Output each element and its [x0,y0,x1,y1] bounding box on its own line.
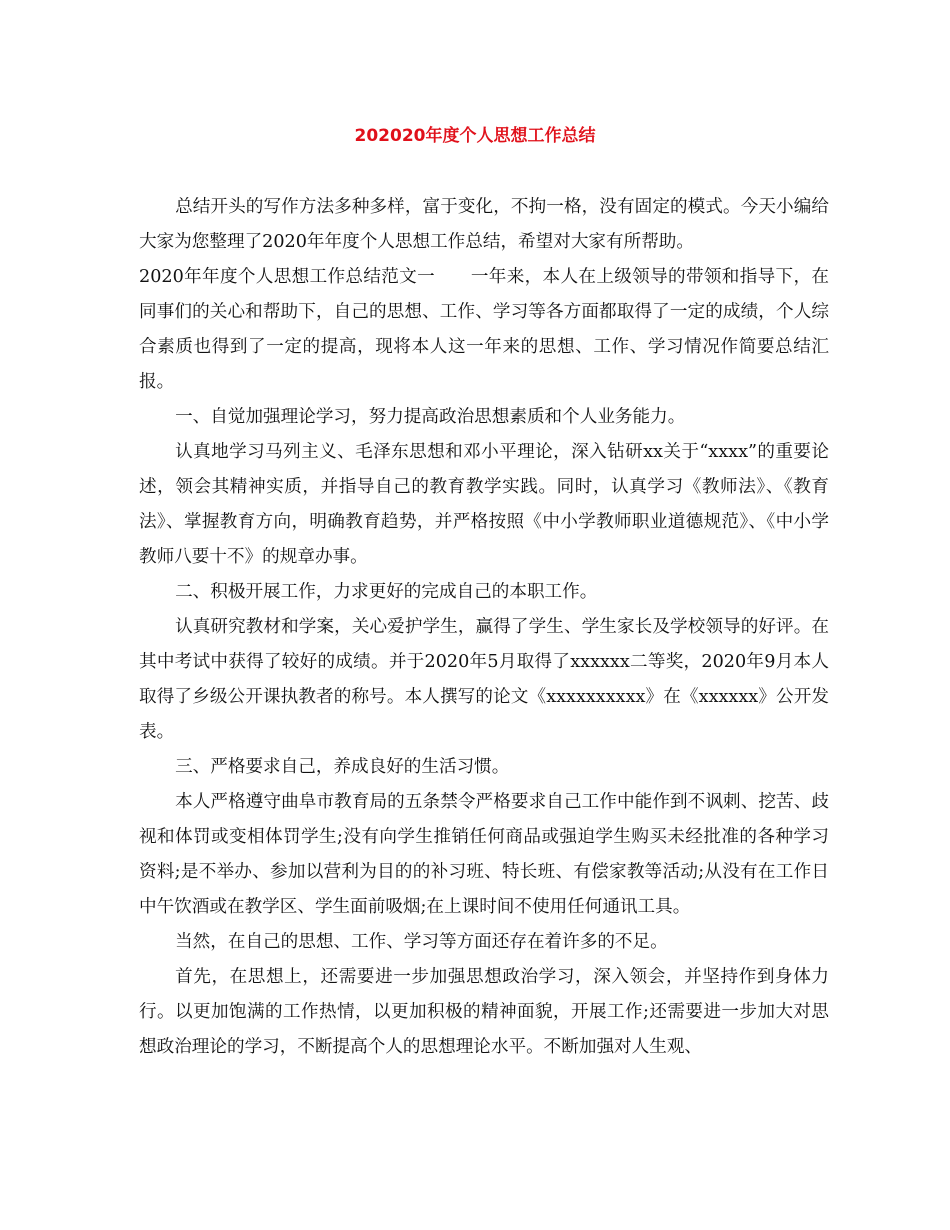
heading-section-two: 二、积极开展工作，力求更好的完成自己的本职工作。 [175,582,598,602]
paragraph-discipline: 本人严格遵守曲阜市教育局的五条禁令严格要求自己工作中能作到不讽刺、挖苦、歧视和体罚或变相体罚学生;没有向学生推销任何商品或强迫学生购买未经批准的各种学习资料;是不举办、参加以营利为目的的补习班、特长班、有偿家教等活动;从没有在工作日中午饮酒或在教学区、学生面前吸烟;在上课时间不使用任何通讯工具。 [139,792,829,917]
heading-section-one: 一、自觉加强理论学习，努力提高政治思想素质和个人业务能力。 [175,407,686,427]
paragraph-sample-one: 2020年年度个人思想工作总结范文一 一年来，本人在上级领导的带领和指导下，在同事们的关心和帮助下，自己的思想、工作、学习等各方面都取得了一定的成绩，个人综合素质也得到了一定的提高，现将本人这一年来的思想、工作、学习情况作简要总结汇报。 [139,267,829,392]
paragraph-theory-study: 认真地学习马列主义、毛泽东思想和邓小平理论，深入钻研xx关于“xxxx”的重要论述，领会其精神实质，并指导自己的教育教学实践。同时，认真学习《教师法》、《教育法》、掌握教育方向，明确教育趋势，并严格按照《中小学教师职业道德规范》、《中小学教师八要十不》的规章办事。 [139,442,829,567]
paragraph-intro: 总结开头的写作方法多种多样，富于变化，不拘一格，没有固定的模式。今天小编给大家为您整理了2020年年度个人思想工作总结，希望对大家有所帮助。 [139,197,829,252]
paragraph-shortcomings: 当然，在自己的思想、工作、学习等方面还存在着许多的不足。 [175,932,668,952]
paragraph-work-results: 认真研究教材和学案，关心爱护学生，赢得了学生、学生家长及学校领导的好评。在其中考试中获得了较好的成绩。并于2020年5月取得了xxxxxx二等奖，2020年9月本人取得了乡级公开课执教者的称号。本人撰写的论文《xxxxxxxxxx》在《xxxxxx》公开发表。 [139,617,829,742]
paragraph-improvement: 首先，在思想上，还需要进一步加强思想政治学习，深入领会，并坚持作到身体力行。以更加饱满的工作热情，以更加积极的精神面貌，开展工作;还需要进一步加大对思想政治理论的学习，不断提高个人的思想理论水平。不断加强对人生观、 [139,967,829,1057]
heading-section-three: 三、严格要求自己，养成良好的生活习惯。 [175,757,510,777]
document-title: 202020年度个人思想工作总结 [354,126,596,146]
document-body [139,190,829,1065]
